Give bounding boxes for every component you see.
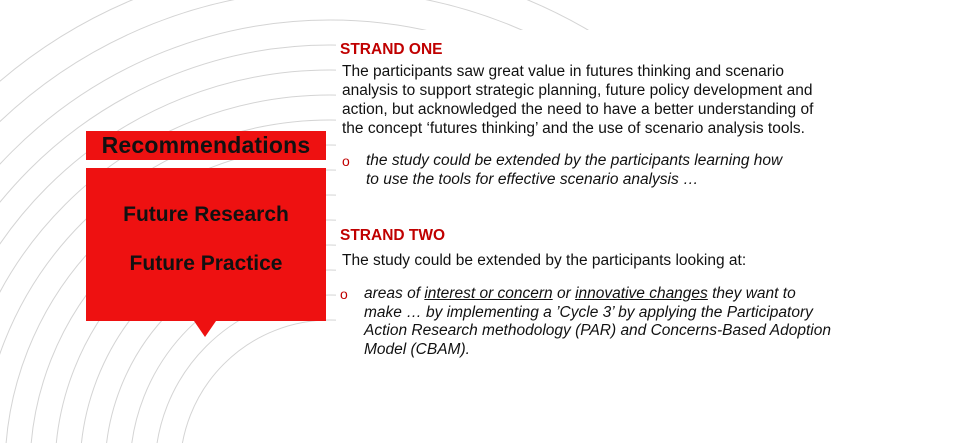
bullet-marker: o [342, 153, 350, 169]
strand-two-bullet-text-3: they want to make … by implementing a ’Cycle 3’ by applying the Participatory Action Research methodology (PAR) and Concerns-Based Adoption Model (CBAM). [364, 285, 831, 358]
strand-one-bullet [342, 152, 786, 189]
callout-pointer [194, 321, 216, 337]
innovative-changes-underlined: innovative changes [575, 285, 708, 302]
strand-two-paragraph: The study could be extended by the participants looking at: [342, 252, 747, 269]
content-column [340, 41, 840, 359]
strand-one-heading: STRAND ONE [340, 41, 443, 58]
strand-two-bullet-text-1: areas of [364, 285, 425, 302]
strand-two-bullet [340, 285, 834, 359]
strand-two-bullet-text-2: or [552, 285, 576, 302]
future-research-label: Future Research [123, 203, 289, 226]
strand-one-bullet-text: the study could be extended by the participants learning how to use the tools for effective scenario analysis … [366, 152, 783, 188]
strand-two-heading: STRAND TWO [340, 227, 446, 244]
recommendations-title: Recommendations [86, 131, 326, 160]
callout-box [86, 168, 326, 321]
future-practice-label: Future Practice [129, 252, 283, 275]
strand-one-paragraph: The participants saw great value in futures thinking and scenario analysis to support strategic planning, future policy development and action, but acknowledged the need to have a better understanding of the concept ‘futures thinking’ and the use of scenario analysis tools. [342, 63, 814, 137]
bullet-marker: o [340, 286, 348, 302]
interest-or-concern-underlined: interest or concern [424, 285, 553, 302]
